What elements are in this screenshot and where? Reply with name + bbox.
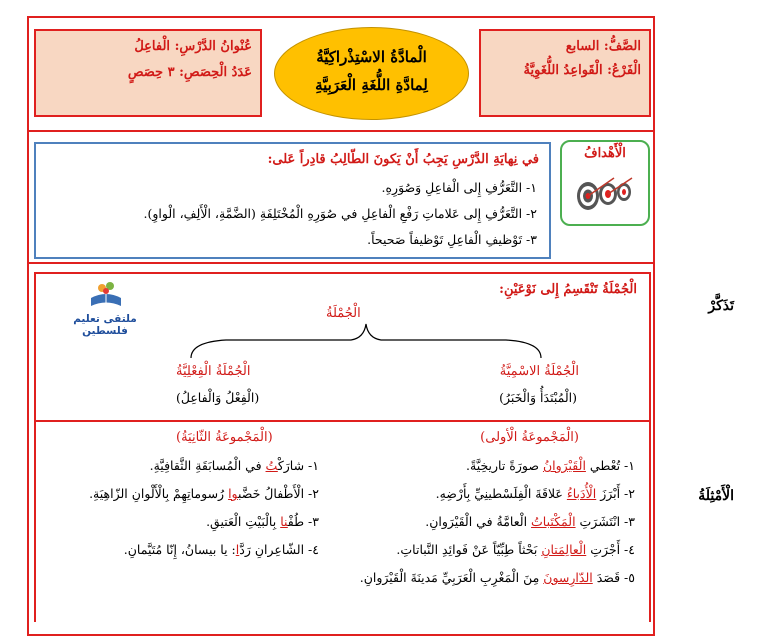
example-line: ٥- قَصَدَ الدّارِسونَ مِنَ الْمَغْرِبِ الْعَرَبِيِّ مَدينَةَ الْقَيْرَوانِ. — [359, 570, 635, 585]
subject-line2: لِمادَّةِ اللُّغَةِ الْعَرَبِيَّةِ — [315, 76, 428, 94]
nominal-sentence: الْجُمْلَةُ الاسْمِيَّةُ — [499, 364, 579, 379]
brace-diagram — [186, 320, 546, 360]
grade: الصَّفُّ: السابع — [565, 39, 641, 54]
example-line: ٤- الشّاعِرانِ رَدَّا: يا بيسانُ، إِنّا مُتَيَّمانِ. — [123, 542, 319, 557]
examples-box — [34, 422, 651, 622]
branch: الْفَرْعُ: الْقَواعِدُ اللُّغَوِيَّةُ — [523, 63, 641, 78]
nominal-parts: (الْمُبْتَدَأُ وَالْخَبَرُ) — [499, 390, 577, 405]
sentence-root: الْجُمْلَةُ — [326, 306, 361, 321]
group1-title: (الْمَجْموعَةُ الْأولى) — [480, 430, 579, 445]
subject-line1: الْمادَّةُ الاسْتِذْراكِيَّةُ — [316, 48, 427, 66]
example-line: ٣- طُفْنا بِالْبَيْتِ الْعَتيقِ. — [206, 514, 319, 529]
group2-title: (الْمَجْموعَةُ الثّانِيَةُ) — [176, 430, 273, 445]
book-logo-icon — [88, 280, 124, 310]
example-line: ١- تُعْطي الْقَيْرَوانُ صورَةً تاريخِيَّةً. — [466, 458, 635, 473]
remember-label: تَذَكَّرْ — [708, 298, 734, 314]
example-line: ٢- الْأَطْفالُ خَضَّبوا رُسوماتِهِمْ بِالْأَلْوانِ الزّاهِيَةِ. — [89, 486, 319, 501]
sessions-count: عَدَدُ الْحِصَصِ: ٣ حِصَصٍ — [127, 65, 252, 80]
examples-label: الْأَمْثِلَةُ — [698, 488, 734, 504]
example-line: ٤- أَجْرَتِ الْعالِمَتانِ بَحْثاً طِبِّيّاً عَنْ فَوائِدِ النَّباتاتِ. — [396, 542, 635, 557]
goals-box — [34, 142, 551, 259]
goal-item: ٢- التَّعَرُّفِ إِلى عَلاماتِ رَفْعِ الْفاعِلِ في صُوَرِهِ الْمُخْتَلِفَةِ (الضَّمَّةِ، الْأَلِفِ، الْواوِ). — [143, 206, 537, 221]
example-line: ١- شارَكْتُ في الْمُسابَقَةِ الثَّقافِيَّةِ. — [149, 458, 319, 473]
lesson-title: عُنْوانُ الدَّرْسِ: الْفاعِلُ — [134, 39, 252, 54]
header-divider — [27, 130, 655, 132]
goal-item: ١- التَّعَرُّفِ إِلى الْفاعِلِ وَصُوَرِهِ. — [381, 180, 537, 195]
goals-label-box — [560, 140, 650, 226]
subject-oval — [274, 27, 469, 120]
goal-item: ٣- تَوْظيفِ الْفاعِلِ تَوْظيفاً صَحيحاً. — [367, 232, 537, 247]
goals-divider — [27, 262, 655, 264]
verbal-sentence: الْجُمْلَةُ الْفِعْلِيَّةُ — [176, 364, 251, 379]
target-icon — [574, 166, 638, 216]
goals-heading: في نِهايَةِ الدَّرْسِ يَجِبُ أَنْ يَكونَ الطّالِبُ قادِراً عَلى: — [267, 152, 539, 167]
class-info-box — [479, 29, 651, 117]
logo — [50, 280, 160, 336]
example-line: ٢- أَبْرَزَ الْأُدَباءُ عَلاقَةَ الْفِلَسْطينِيِّ بِأَرْضِهِ. — [435, 486, 635, 501]
example-line: ٣- انْتَشَرَتِ الْمَكْتَباتُ الْعامَّةُ في الْقَيْرَوانِ. — [425, 514, 635, 529]
goals-label: الْأَهْدافُ — [584, 146, 626, 161]
verbal-parts: (الْفِعْلُ وَالْفاعِلُ) — [176, 390, 260, 405]
logo-text: ملتقى تعليم فلسطين — [73, 313, 137, 337]
remember-heading: الْجُمْلَةُ تَنْقَسِمُ إِلى نَوْعَيْنِ: — [499, 282, 637, 297]
remember-box — [34, 272, 651, 422]
lesson-info-box — [34, 29, 262, 117]
